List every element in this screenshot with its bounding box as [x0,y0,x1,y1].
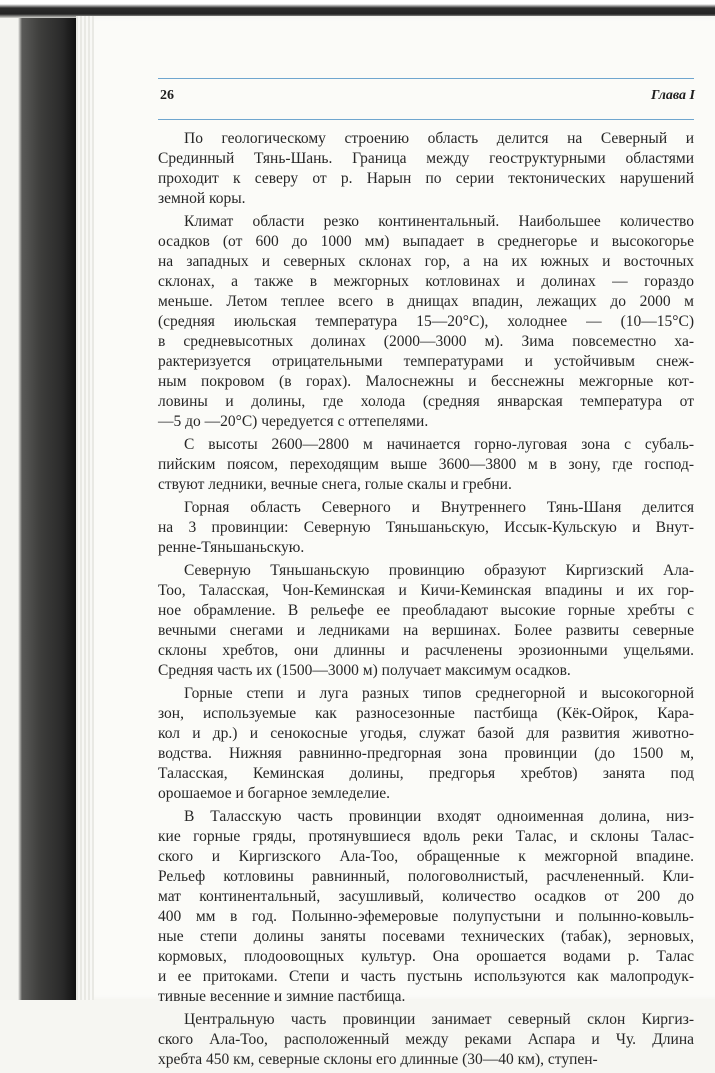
text-line: осадков (от 600 до 1000 мм) выпадает в среднегорье и высокогорье [158,233,694,250]
text-line: зон, используемые как разносезонные пастбища (Кёк-Ойрок, Кара- [158,705,694,722]
page-stack-edge [76,16,94,1000]
text-line: пийским поясом, переходящим выше 3600—3800 м в зону, где господ- [158,456,694,473]
text-line: Таласская, Кеминская долины, предгорья хребтов) занята под [158,765,694,782]
text-line: Рельеф котловины равнинный, пологоволнистый, расчлененный. Кли- [158,868,694,885]
text-line: Северную Тяньшаньскую провинцию образуют Киргизский Ала- [184,562,694,579]
header-rule-bottom [158,119,694,120]
text-line: ренне-Тяньшаньскую. [158,539,305,556]
text-line: ского Ала-Тоо, расположенный между реками Аспара и Чу. Длина [158,1031,694,1048]
paragraph [158,561,694,681]
text-line: водства. Нижняя равнинно-предгорная зона провинции (до 1500 м, [158,745,694,762]
paragraph [158,435,694,495]
text-line: склоны хребтов, они длинны и расчленены эрозионными ущельями. [158,642,694,659]
text-line: В Таласскую часть провинции входят одноименная долина, низ- [184,808,694,825]
text-line: ное обрамление. В рельефе ее преобладают высокие горные хребты с [158,602,694,619]
text-line: Тоо, Таласская, Чон-Кеминская и Кичи-Кеминская впадины и их гор- [158,582,694,599]
text-line: в средневысотных долинах (2000—3000 м). Зима повсеместно ха- [158,333,694,350]
running-head-chapter: Глава I [650,88,695,103]
text-line: кие горные гряды, протянувшиеся вдоль реки Талас, и склоны Талас- [158,828,694,845]
text-line: мат континентальный, засушливый, количество осадков от 200 до [158,888,694,905]
text-line: 400 мм в год. Полынно-эфемеровые полупустыни и полынно-ковыль- [158,908,694,925]
text-line: на западных и северных склонах гор, а на их южных и восточных [158,253,694,270]
text-line: тивные весенние и зимние пастбища. [158,988,406,1005]
paragraph [158,212,694,432]
text-line: (средняя июльская температура 15—20°С), холоднее — (10—15°С) [158,313,694,330]
text-line: проходит к северу от р. Нарын по серии тектонических нарушений [158,170,694,187]
text-line: Срединный Тянь-Шань. Граница между геоструктурными областями [158,150,694,167]
text-line: ным покровом (в горах). Малоснежны и бесснежны межгорные кот- [158,373,694,390]
paragraph [158,129,694,209]
text-line: на 3 провинции: Северную Тяньшаньскую, Иссык-Кульскую и Внут- [158,519,694,536]
paragraph [158,498,694,558]
text-line: хребта 450 км, северные склоны его длинные (30—40 км), ступен- [158,1051,598,1068]
paragraph [158,1010,694,1070]
text-line: По геологическому строению область делится на Северный и [184,130,694,147]
page-number: 26 [160,88,174,103]
paragraph [158,684,694,804]
text-line: орошаемое и богарное земледелие. [158,785,391,802]
text-line: и ее притоками. Степи и часть пустынь используются как малопродук- [158,968,694,985]
text-line: ные степи долины заняты посевами технических (табак), зерновых, [158,928,694,945]
text-line: кормовых, плодоовощных культур. Она орошается водами р. Талас [158,948,694,965]
text-line: Центральную часть провинции занимает северный склон Киргиз- [184,1011,694,1028]
text-line: кол и др.) и сенокосные угодья, служат базой для развития животно- [158,725,694,742]
text-line: меньше. Летом теплее всего в днищах впадин, лежащих до 2000 м [158,293,694,310]
text-line: Горная область Северного и Внутреннего Тянь-Шаня делится [184,499,694,516]
text-line: рактеризуется отрицательными температурами и устойчивым снеж- [158,353,694,370]
text-line: склонах, а также в межгорных котловинах и долинах — гораздо [158,273,694,290]
book-spine-shadow [0,0,78,1000]
paragraph [158,807,694,1007]
header-rule-top [158,78,694,79]
text-line: —5 до —20°С) чередуется с оттепелями. [158,413,429,430]
text-line: земной коры. [158,190,246,207]
text-line: С высоты 2600—2800 м начинается горно-луговая зона с субаль- [184,436,694,453]
book-page [76,16,715,1068]
text-line: ского и Киргизского Ала-Тоо, обращенные к межгорной впадине. [158,848,694,865]
text-line: вечными снегами и ледниками на вершинах. Более развиты северные [158,622,694,639]
text-line: Горные степи и луга разных типов среднегорной и высокогорной [184,685,694,702]
body-text [158,129,694,1073]
text-line: ловины и долины, где холода (средняя январская температура от [158,393,694,410]
text-line: ствуют ледники, вечные снега, голые скалы и гребни. [158,476,512,493]
text-line: Климат области резко континентальный. Наибольшее количество [184,213,694,230]
text-line: Средняя часть их (1500—3000 м) получает максимум осадков. [158,662,571,679]
